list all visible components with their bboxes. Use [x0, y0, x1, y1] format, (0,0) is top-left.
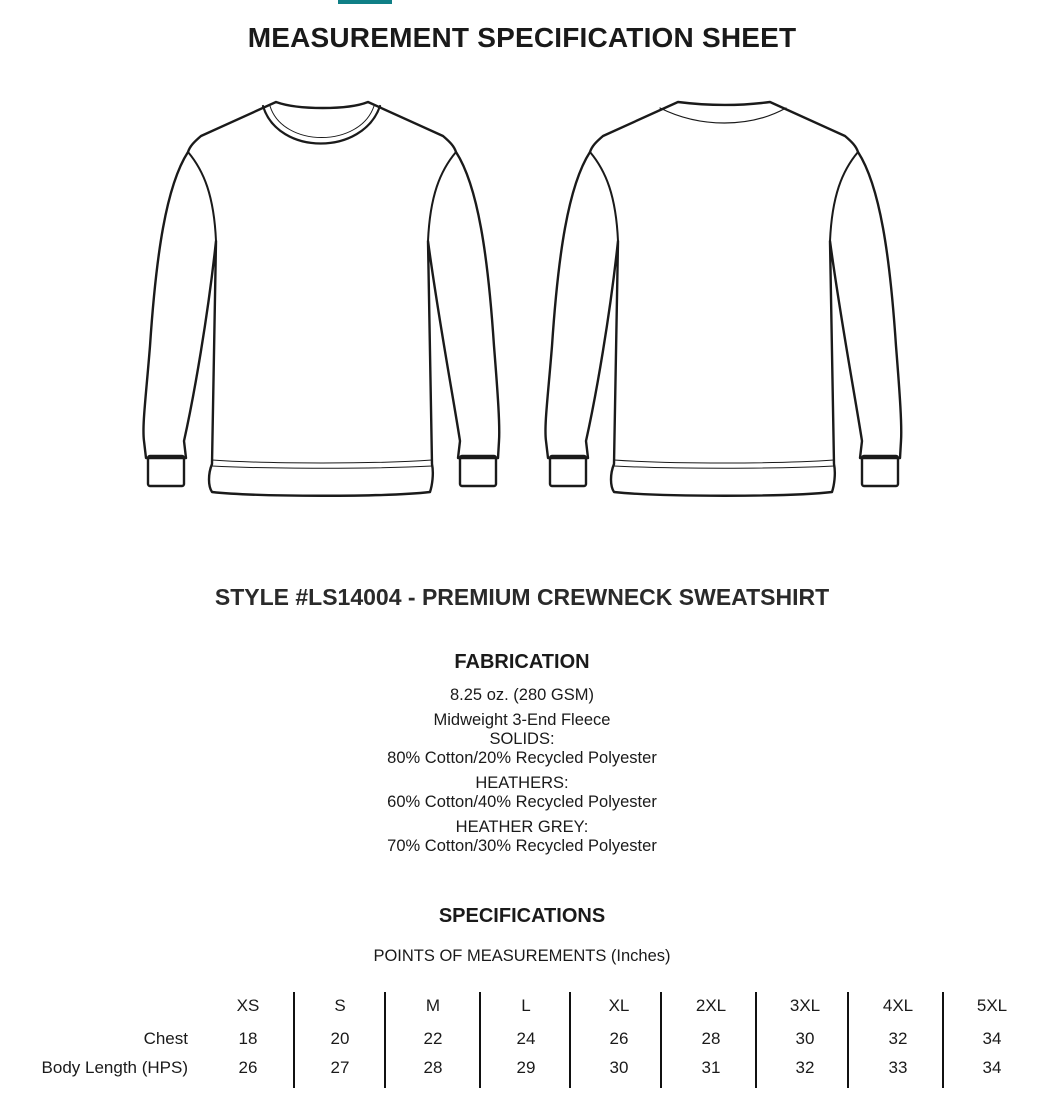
column-divider — [660, 992, 662, 1088]
size-spec-table — [0, 990, 1056, 1090]
measurements-caption: POINTS OF MEASUREMENTS (Inches) — [373, 947, 671, 965]
table-cell: 34 — [982, 1029, 1002, 1048]
size-header: XS — [236, 996, 260, 1015]
table-cell: 26 — [238, 1058, 258, 1077]
table-cell: 29 — [516, 1058, 536, 1077]
heather-grey-label: HEATHER GREY: — [455, 818, 589, 836]
sweatshirt-front-icon — [138, 96, 504, 502]
column-divider — [569, 992, 571, 1088]
page-title: MEASUREMENT SPECIFICATION SHEET — [247, 22, 797, 53]
table-cell: 22 — [423, 1029, 443, 1048]
size-header: 2XL — [695, 996, 727, 1015]
sweatshirt-back-icon — [540, 96, 906, 502]
table-cell: 32 — [888, 1029, 908, 1048]
solids-label: SOLIDS: — [489, 730, 555, 748]
table-cell: 28 — [423, 1058, 443, 1077]
row-label-body-length: Body Length (HPS) — [41, 1058, 188, 1077]
size-header: XL — [608, 996, 630, 1015]
heathers-label: HEATHERS: — [475, 774, 569, 792]
table-cell: 30 — [795, 1029, 815, 1048]
size-header: 3XL — [789, 996, 821, 1015]
top-accent-bar — [338, 0, 392, 4]
table-cell: 32 — [795, 1058, 815, 1077]
column-divider — [293, 992, 295, 1088]
column-divider — [755, 992, 757, 1088]
size-header: S — [334, 996, 346, 1015]
table-cell: 18 — [238, 1029, 258, 1048]
column-divider — [384, 992, 386, 1088]
size-header: 5XL — [976, 996, 1008, 1015]
fabrication-heading: FABRICATION — [454, 651, 590, 673]
size-header: M — [425, 996, 441, 1015]
table-cell: 30 — [609, 1058, 629, 1077]
table-cell: 20 — [330, 1029, 350, 1048]
fabrication-details — [0, 686, 1044, 856]
column-divider — [942, 992, 944, 1088]
column-divider — [847, 992, 849, 1088]
solids-blend: 80% Cotton/20% Recycled Polyester — [387, 749, 657, 767]
table-cell: 28 — [701, 1029, 721, 1048]
size-header: 4XL — [882, 996, 914, 1015]
table-cell: 24 — [516, 1029, 536, 1048]
fabric-type: Midweight 3-End Fleece — [433, 711, 611, 729]
heather-grey-blend: 70% Cotton/30% Recycled Polyester — [387, 837, 657, 855]
row-label-chest: Chest — [143, 1029, 188, 1048]
size-header: L — [521, 996, 531, 1015]
column-divider — [479, 992, 481, 1088]
table-cell: 33 — [888, 1058, 908, 1077]
style-title: STYLE #LS14004 - PREMIUM CREWNECK SWEATSHIRT — [214, 584, 830, 610]
heathers-blend: 60% Cotton/40% Recycled Polyester — [387, 793, 657, 811]
table-cell: 31 — [701, 1058, 721, 1077]
fabric-weight: 8.25 oz. (280 GSM) — [450, 686, 594, 704]
specifications-heading: SPECIFICATIONS — [438, 905, 606, 927]
table-cell: 26 — [609, 1029, 629, 1048]
table-cell: 27 — [330, 1058, 350, 1077]
table-cell: 34 — [982, 1058, 1002, 1077]
